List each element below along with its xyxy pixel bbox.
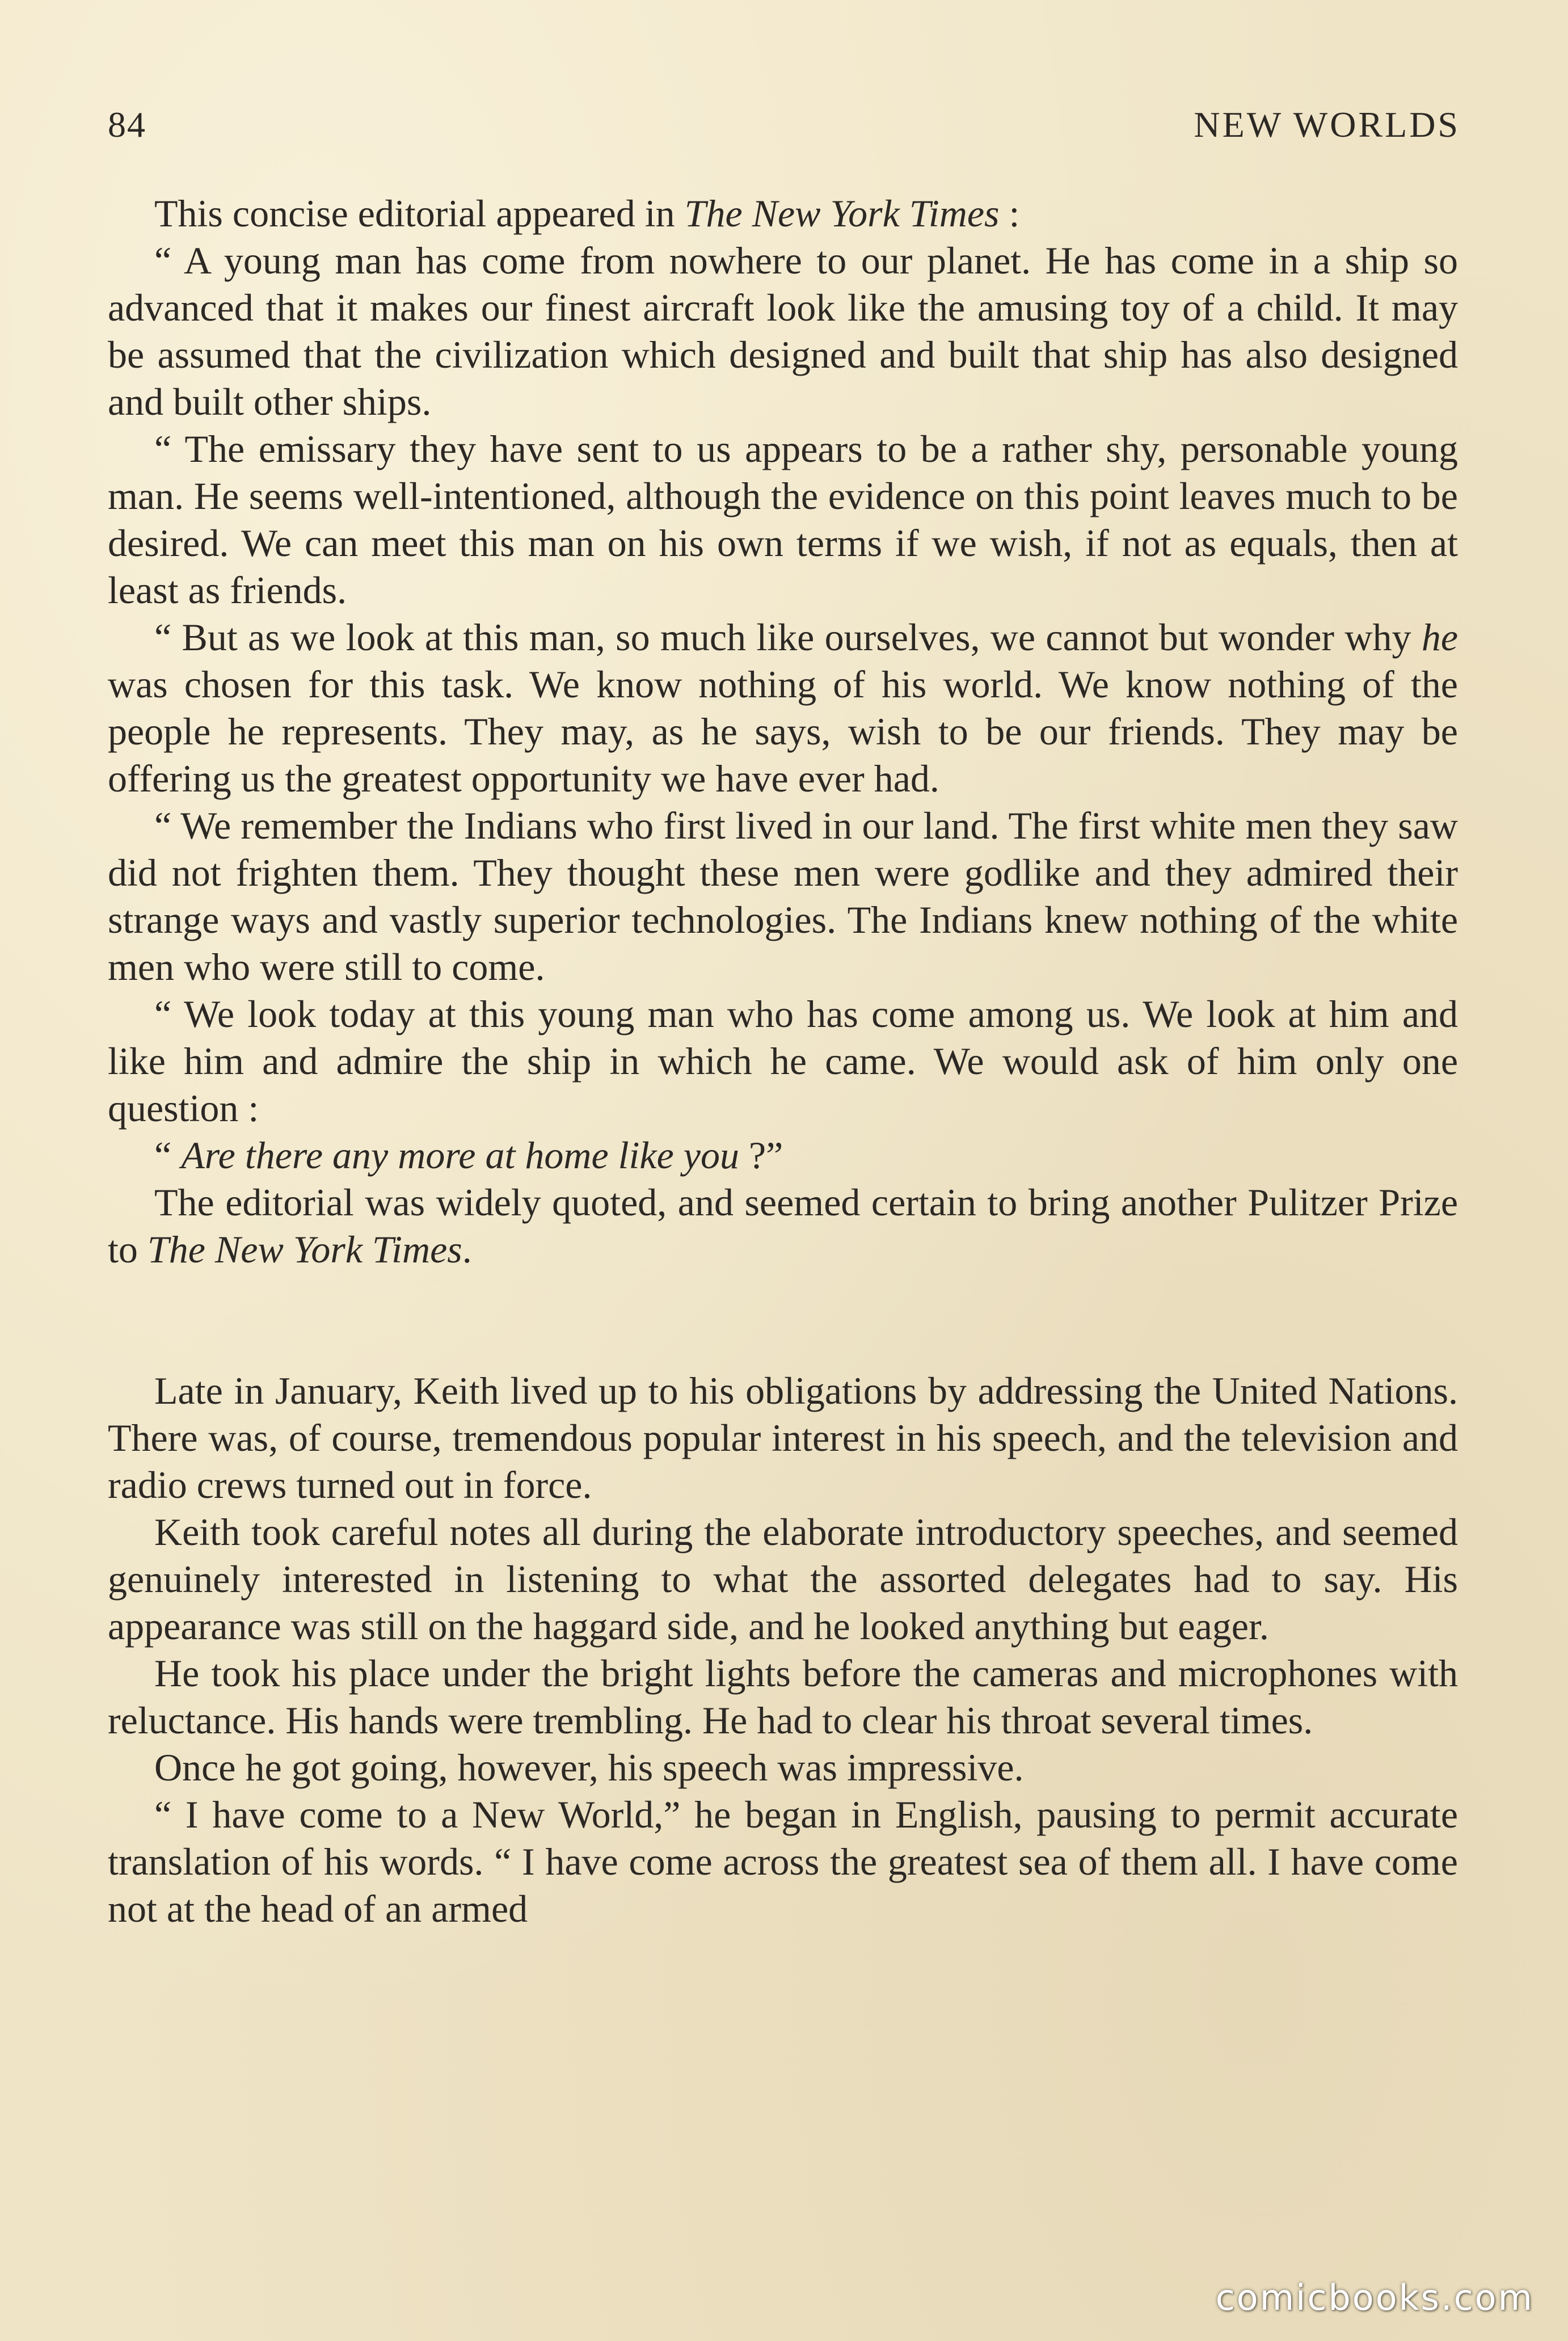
text-run: This concise editorial appeared in bbox=[154, 192, 685, 235]
text-run: ?” bbox=[739, 1134, 783, 1177]
italic-text: The New York Times bbox=[684, 192, 1000, 235]
paragraph bbox=[108, 614, 1458, 802]
text-run: was chosen for this task. We know nothing of his world. We know nothing of the people he represents. They may, as he says, wish to be our friends. They may be offering us the greatest opportunity we have ever had. bbox=[108, 663, 1458, 800]
text-run: “ bbox=[154, 1134, 182, 1177]
text-run: “ I have come to a New World,” he began in English, pausing to permit accurate translation of his words. “ I have come across the greatest sea of them all. I have come not at the head of an armed bbox=[108, 1793, 1458, 1930]
text-run: The editorial was widely quoted, and seemed certain to bring another Pulitzer Prize to bbox=[108, 1181, 1458, 1271]
body-text bbox=[108, 190, 1458, 1932]
text-run: “ But as we look at this man, so much like ourselves, we cannot but wonder why bbox=[154, 616, 1422, 659]
text-run: He took his place under the bright lights before the cameras and microphones with reluctance. His hands were trembling. He had to clear his throat several times. bbox=[108, 1652, 1458, 1742]
paragraph bbox=[108, 1650, 1458, 1744]
paragraph bbox=[108, 1509, 1458, 1650]
text-run: . bbox=[462, 1228, 472, 1271]
text-run: “ We remember the Indians who first lived in our land. The first white men they saw did not frighten them. They thought these men were godlike and they admired their strange ways and vastly superior technologies. The Indians knew nothing of the white men who were still to come. bbox=[108, 804, 1458, 988]
text-run: “ We look today at this young man who has come among us. We look at him and like him and admire the ship in which he came. We would ask of him only one question : bbox=[108, 992, 1458, 1130]
paragraph bbox=[108, 1179, 1458, 1273]
text-run: Keith took careful notes all during the elaborate introductory speeches, and seemed genuinely interested in listening to what the assorted delegates had to say. His appearance was still on the haggard side, and he looked anything but eager. bbox=[108, 1510, 1458, 1648]
paragraph bbox=[108, 991, 1458, 1132]
italic-text: The New York Times bbox=[147, 1228, 462, 1271]
text-run: Late in January, Keith lived up to his obligations by addressing the United Nations. There was, of course, tremendous popular interest in his speech, and the television and radio crews turned out in force. bbox=[108, 1369, 1458, 1506]
text-run: “ A young man has come from nowhere to our planet. He has come in a ship so advanced that it makes our finest aircraft look like the amusing toy of a child. It may be assumed that the civilization which designed and built that ship has also designed and built other ships. bbox=[108, 239, 1458, 423]
italic-text: he bbox=[1421, 616, 1458, 659]
paragraph bbox=[108, 1132, 1458, 1179]
text-run: : bbox=[999, 192, 1020, 235]
paragraph bbox=[108, 426, 1458, 614]
paragraph bbox=[108, 802, 1458, 991]
paragraph bbox=[108, 190, 1458, 237]
italic-text: Are there any more at home like you bbox=[181, 1134, 739, 1177]
text-run: Once he got going, however, his speech was impressive. bbox=[154, 1746, 1024, 1789]
running-head bbox=[108, 96, 1460, 153]
running-title: NEW WORLDS bbox=[1194, 104, 1460, 145]
paragraph bbox=[108, 237, 1458, 426]
page-number: 84 bbox=[108, 104, 146, 145]
paragraph bbox=[108, 1367, 1458, 1509]
text-run: “ The emissary they have sent to us appears to be a rather shy, personable young man. He seems well-intentioned, although the evidence on this point leaves much to be desired. We can meet this man on his own terms if we wish, if not as equals, then at least as friends. bbox=[108, 427, 1458, 612]
paragraph bbox=[108, 1791, 1458, 1932]
watermark: comicbooks.com bbox=[1215, 2277, 1534, 2318]
paragraph bbox=[108, 1744, 1458, 1791]
